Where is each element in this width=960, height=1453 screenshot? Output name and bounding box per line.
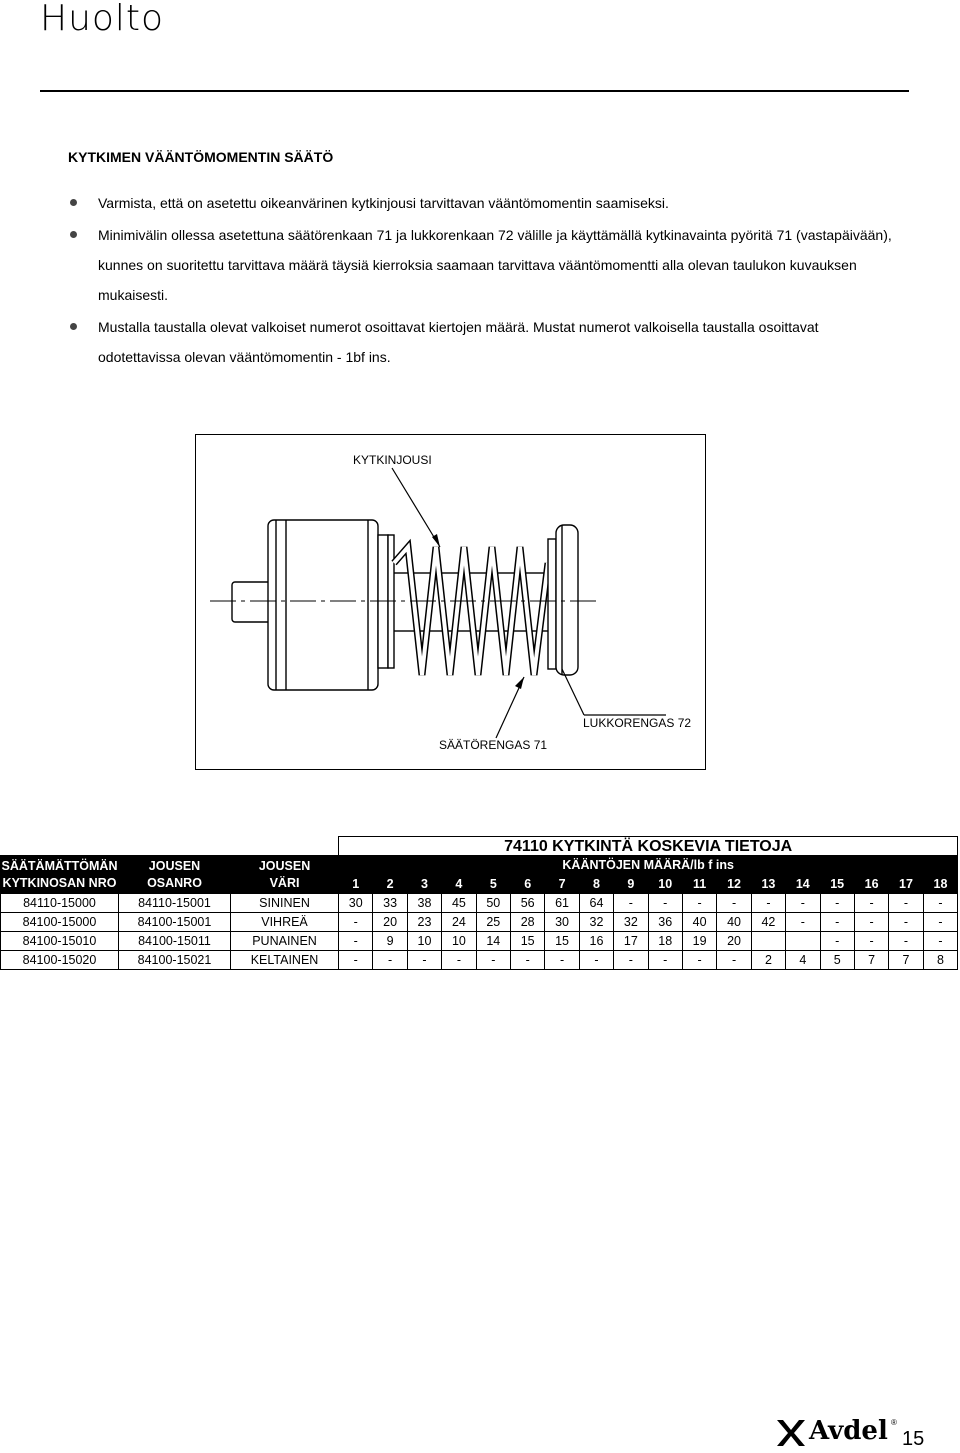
torque-value-cell: - (923, 932, 958, 951)
bullet-icon (70, 199, 77, 206)
table-title: 74110 KYTKINTÄ KOSKEVIA TIETOJA (339, 837, 958, 856)
turn-number-cell: 5 (476, 875, 510, 894)
torque-value-cell: 25 (476, 913, 510, 932)
col-header-spring: JOUSEN OSANRO (119, 856, 231, 894)
torque-value-cell: 20 (373, 913, 407, 932)
torque-value-cell: 32 (614, 913, 648, 932)
col-header-part: SÄÄTÄMÄTTÖMÄN KYTKINOSAN NRO (1, 856, 119, 894)
turn-number-cell: 11 (682, 875, 716, 894)
torque-value-cell: - (442, 951, 476, 970)
avdel-logo (777, 1418, 897, 1452)
turn-number-cell: 6 (510, 875, 544, 894)
torque-value-cell: - (339, 913, 373, 932)
part-number-cell: 84100-15010 (1, 932, 119, 951)
spring-number-cell: 84100-15011 (119, 932, 231, 951)
page-title: Huolto (40, 0, 165, 39)
torque-value-cell: 61 (545, 894, 579, 913)
torque-value-cell: 45 (442, 894, 476, 913)
bullet-text: Varmista, että on asetettu oikeanvärinen kytkinjousi tarvittavan vääntömomentin saamiseksi. (98, 195, 669, 211)
turn-number-cell: 18 (923, 875, 958, 894)
torque-value-cell: - (614, 951, 648, 970)
torque-value-cell (751, 932, 785, 951)
turn-number-cell: 10 (648, 875, 682, 894)
spring-color-cell: PUNAINEN (231, 932, 339, 951)
torque-value-cell: - (545, 951, 579, 970)
bullet-text: Minimivälin ollessa asetettuna säätörenkaan 71 ja lukkorenkaan 72 välille ja käyttämällä kytkinavainta pyöritä 71 (vastapäivään), kunnes on suoritettu tarvittava määrä täysiä kierroksia saamaan tarvittava vääntömomentti alla olevan taulukon kuvauksen mukaisesti. (98, 227, 892, 303)
torque-value-cell: - (476, 951, 510, 970)
torque-value-cell: 8 (923, 951, 958, 970)
bullet-item (68, 188, 898, 218)
torque-value-cell: - (854, 894, 888, 913)
torque-value-cell: 32 (579, 913, 613, 932)
torque-value-cell: - (407, 951, 441, 970)
torque-value-cell: 5 (820, 951, 854, 970)
torque-value-cell: - (648, 951, 682, 970)
torque-value-cell: 19 (682, 932, 716, 951)
table-row (1, 894, 958, 913)
torque-value-cell: - (820, 913, 854, 932)
part-number-cell: 84110-15000 (1, 894, 119, 913)
torque-value-cell: 7 (889, 951, 923, 970)
torque-value-cell: - (820, 932, 854, 951)
torque-value-cell: 30 (545, 913, 579, 932)
bullet-item (68, 312, 898, 372)
turn-number-cell: 17 (889, 875, 923, 894)
lock-ring-label: LUKKORENGAS 72 (583, 716, 692, 730)
torque-value-cell: - (510, 951, 544, 970)
spring-number-cell: 84110-15001 (119, 894, 231, 913)
torque-value-cell: 18 (648, 932, 682, 951)
turn-number-cell: 14 (786, 875, 820, 894)
torque-value-cell: - (854, 913, 888, 932)
torque-value-cell: - (648, 894, 682, 913)
turn-number-cell: 13 (751, 875, 785, 894)
avdel-mark-icon (777, 1418, 805, 1448)
torque-value-cell: 10 (442, 932, 476, 951)
torque-value-cell: 7 (854, 951, 888, 970)
torque-value-cell: 28 (510, 913, 544, 932)
torque-value-cell: - (717, 894, 751, 913)
torque-value-cell: - (786, 913, 820, 932)
torque-value-cell: 24 (442, 913, 476, 932)
spring-color-cell: VIHREÄ (231, 913, 339, 932)
bullet-icon (70, 231, 77, 238)
torque-value-cell: - (579, 951, 613, 970)
torque-value-cell: 14 (476, 932, 510, 951)
part-number-cell: 84100-15020 (1, 951, 119, 970)
page-number: 15 (902, 1428, 925, 1450)
spring-color-cell: SININEN (231, 894, 339, 913)
turn-number-cell: 9 (614, 875, 648, 894)
clutch-data-table (0, 836, 958, 970)
clutch-diagram (195, 434, 706, 770)
torque-value-cell: - (820, 894, 854, 913)
bullet-icon (70, 323, 77, 330)
torque-value-cell: 23 (407, 913, 441, 932)
spring-label: KYTKINJOUSI (353, 453, 432, 467)
adjust-ring-label: SÄÄTÖRENGAS 71 (439, 738, 548, 752)
torque-value-cell: 9 (373, 932, 407, 951)
bullet-list (68, 188, 898, 374)
torque-value-cell: 10 (407, 932, 441, 951)
turn-number-cell: 4 (442, 875, 476, 894)
turns-header: KÄÄNTÖJEN MÄÄRÄ/lb f ins (339, 856, 958, 875)
torque-value-cell: - (923, 913, 958, 932)
torque-value-cell: 33 (373, 894, 407, 913)
torque-value-cell: - (786, 894, 820, 913)
torque-value-cell: 38 (407, 894, 441, 913)
spring-color-cell: KELTAINEN (231, 951, 339, 970)
turn-number-cell: 12 (717, 875, 751, 894)
title-divider (40, 90, 909, 92)
torque-value-cell: 40 (682, 913, 716, 932)
torque-value-cell: - (923, 894, 958, 913)
turn-number-cell: 1 (339, 875, 373, 894)
torque-value-cell: 40 (717, 913, 751, 932)
torque-value-cell: 42 (751, 913, 785, 932)
torque-value-cell: - (682, 894, 716, 913)
torque-value-cell: - (682, 951, 716, 970)
torque-value-cell: 56 (510, 894, 544, 913)
registered-mark: ® (891, 1418, 897, 1427)
torque-value-cell: - (614, 894, 648, 913)
torque-value-cell: 17 (614, 932, 648, 951)
torque-value-cell: - (339, 951, 373, 970)
torque-value-cell: - (373, 951, 407, 970)
table-row (1, 932, 958, 951)
turn-number-cell: 16 (854, 875, 888, 894)
torque-value-cell: 20 (717, 932, 751, 951)
torque-value-cell: 36 (648, 913, 682, 932)
section-heading: KYTKIMEN VÄÄNTÖMOMENTIN SÄÄTÖ (68, 149, 334, 165)
torque-value-cell: 16 (579, 932, 613, 951)
torque-value-cell: 15 (545, 932, 579, 951)
col-header-color: JOUSEN VÄRI (231, 856, 339, 894)
torque-value-cell (786, 932, 820, 951)
part-number-cell: 84100-15000 (1, 913, 119, 932)
torque-value-cell: 64 (579, 894, 613, 913)
torque-value-cell: - (889, 894, 923, 913)
spring-number-cell: 84100-15021 (119, 951, 231, 970)
turn-number-cell: 2 (373, 875, 407, 894)
torque-value-cell: 15 (510, 932, 544, 951)
torque-value-cell: 2 (751, 951, 785, 970)
torque-value-cell: - (717, 951, 751, 970)
torque-value-cell: 50 (476, 894, 510, 913)
torque-value-cell: 30 (339, 894, 373, 913)
turn-number-cell: 8 (579, 875, 613, 894)
torque-value-cell: 4 (786, 951, 820, 970)
bullet-text: Mustalla taustalla olevat valkoiset numerot osoittavat kiertojen määrä. Mustat numerot valkoisella taustalla osoittavat odotettavissa olevan vääntömomentin - 1bf ins. (98, 319, 819, 365)
turn-number-cell: 3 (407, 875, 441, 894)
torque-value-cell: - (889, 913, 923, 932)
table-row (1, 913, 958, 932)
torque-value-cell: - (889, 932, 923, 951)
torque-value-cell: - (751, 894, 785, 913)
table-body (1, 894, 958, 970)
spring-number-cell: 84100-15001 (119, 913, 231, 932)
table-row (1, 951, 958, 970)
turn-number-cell: 7 (545, 875, 579, 894)
logo-word: Avdel (809, 1416, 888, 1446)
bullet-item (68, 220, 898, 310)
torque-value-cell: - (854, 932, 888, 951)
torque-value-cell: - (339, 932, 373, 951)
turn-number-cell: 15 (820, 875, 854, 894)
